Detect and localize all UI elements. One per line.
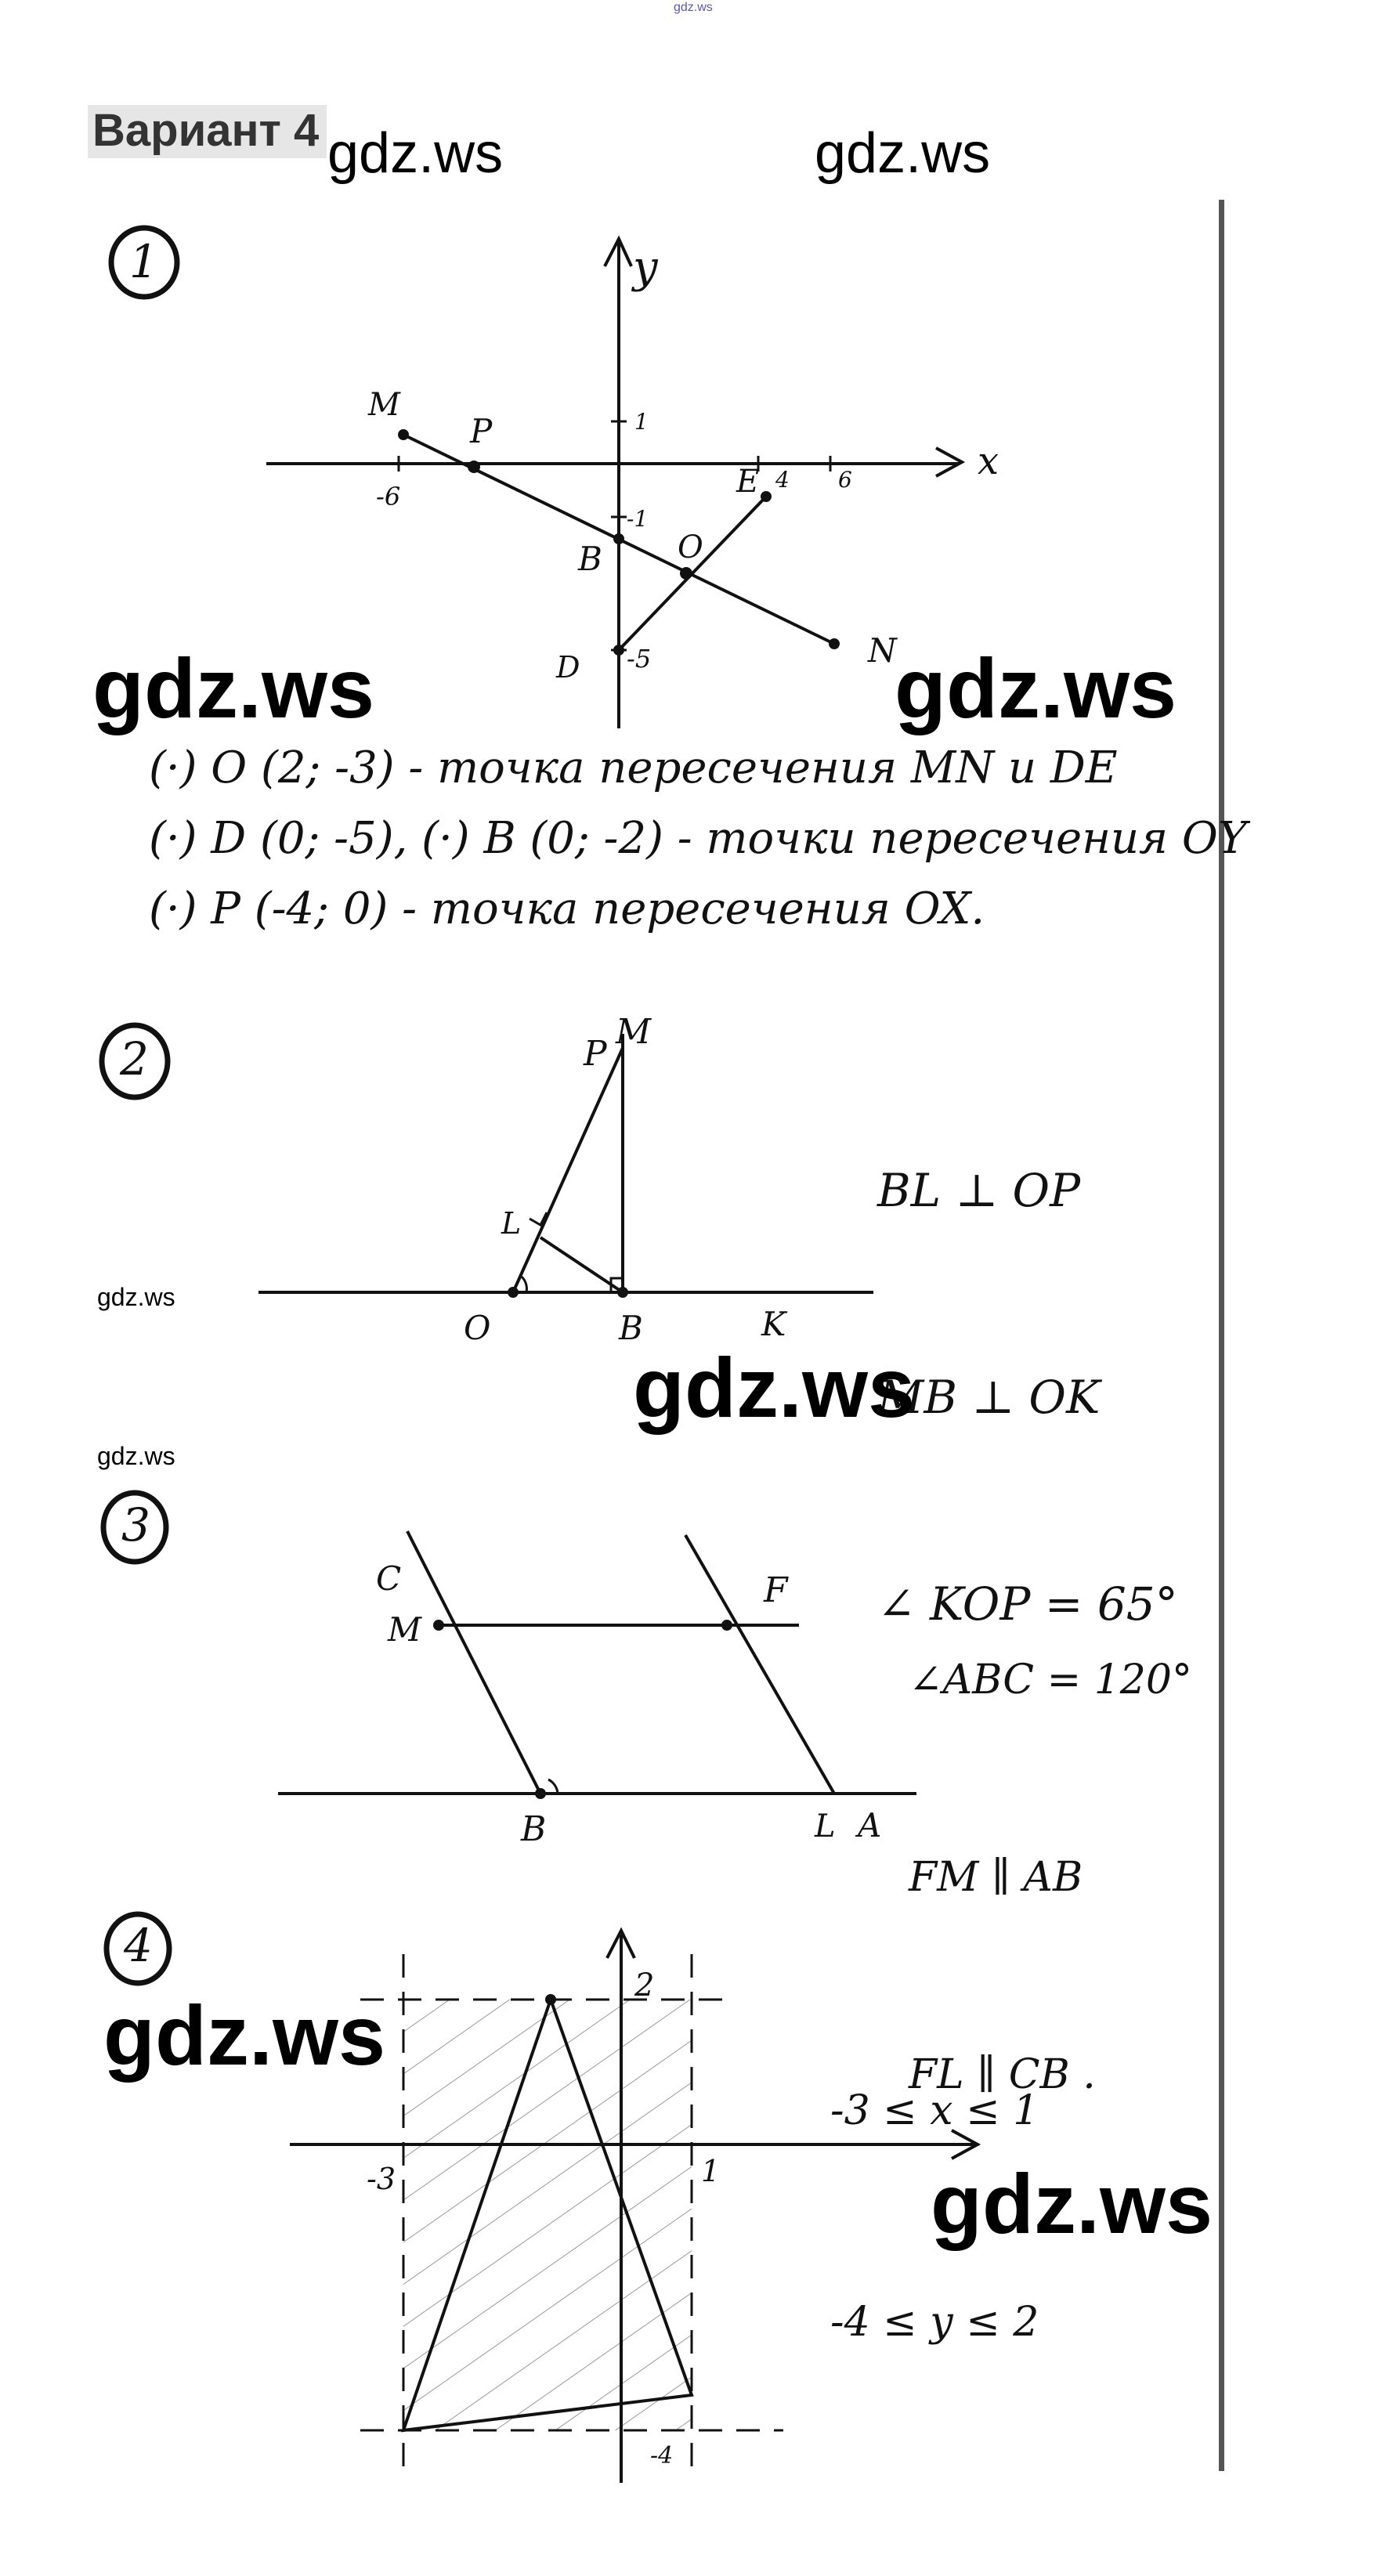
task1-label-y: y [633, 242, 658, 293]
task1-label-1: 1 [634, 409, 649, 435]
task1-label-E: E [736, 464, 760, 500]
task1-number: 1 [129, 235, 158, 288]
watermark-small: gdz.ws [97, 1442, 175, 1470]
watermark: gdz.ws [931, 2156, 1213, 2251]
task4-label-2: 2 [634, 1967, 655, 2003]
task1-label-N: N [868, 631, 897, 670]
task3-line-CB [407, 1531, 540, 1794]
task2-label-O: O [464, 1309, 491, 1347]
task2-number: 2 [120, 1032, 149, 1086]
task3-label-F: F [764, 1570, 788, 1610]
task1-label-O: O [678, 529, 703, 565]
header-watermark-left: gdz.ws [327, 122, 504, 185]
top-watermark: gdz.ws [674, 1, 713, 14]
watermark: gdz.ws [633, 1340, 916, 1435]
task4-number: 4 [124, 1919, 153, 1972]
task1-label-minus5: -5 [627, 644, 652, 674]
task2-label-K: K [761, 1305, 786, 1343]
task1-label-P: P [470, 412, 493, 450]
task3-given-2: FM ∥ AB [909, 1854, 1083, 1901]
task1-note-2: (·) D (0; -5), (·) B (0; -2) - точки пересечения OY [149, 813, 1247, 864]
task3-number: 3 [121, 1498, 150, 1552]
task1-label-B: B [578, 540, 602, 578]
task3-label-A: A [858, 1806, 882, 1844]
task2-label-L: L [501, 1206, 522, 1241]
task1-point-O [680, 567, 692, 580]
task3-line-FL [685, 1535, 834, 1794]
task2-label-P: P [584, 1034, 607, 1074]
task1-label-D: D [556, 650, 580, 685]
task1-point-P [468, 461, 480, 473]
task1-label-6: 6 [838, 467, 852, 493]
watermark: gdz.ws [895, 641, 1177, 735]
task4-shaded-region [403, 2000, 692, 2430]
watermark-small: gdz.ws [97, 1283, 175, 1311]
task4-label-minus3: -3 [367, 2162, 396, 2196]
task3-label-C: C [376, 1559, 402, 1598]
task1-point-B [613, 533, 624, 544]
task2-given-3: ∠ KOP = 65° [877, 1577, 1178, 1631]
task2-label-B: B [619, 1309, 643, 1347]
task3-label-B: B [521, 1809, 547, 1849]
task4-label-minus4: -4 [650, 2442, 674, 2469]
task3-given-3: FL ∥ CB . [909, 2051, 1096, 2098]
variant-title: Вариант 4 [88, 105, 327, 158]
task1-label-x: x [978, 439, 999, 483]
task1-label-M: M [368, 387, 400, 423]
task1-label-minus1: -1 [627, 506, 649, 532]
task2-given-2: MB ⊥ OK [877, 1371, 1101, 1424]
watermark: gdz.ws [103, 1988, 386, 2083]
task1-point-E [761, 491, 772, 502]
task1-point-D [613, 645, 624, 656]
task3-given-1: ∠ABC = 120° [909, 1657, 1192, 1703]
task3-label-L: L [815, 1808, 836, 1844]
task1-point-M [398, 429, 409, 440]
task1-note-1: (·) O (2; -3) - точка пересечения MN и DE [149, 742, 1118, 793]
task1-note-3: (·) P (-4; 0) - точка пересечения OX. [149, 883, 985, 934]
task1-label-4: 4 [775, 467, 790, 493]
task4-given-1: -3 ≤ x ≤ 1 [830, 2087, 1039, 2134]
task1-label-minus6: -6 [376, 482, 401, 511]
task1-point-N [829, 638, 840, 649]
watermark: gdz.ws [92, 641, 375, 735]
task2-given-1: BL ⊥ OP [877, 1164, 1081, 1217]
task4-label-1: 1 [701, 2154, 721, 2188]
task4-given-2: -4 ≤ y ≤ 2 [830, 2299, 1039, 2346]
task2-label-M: M [616, 1012, 652, 1052]
header-watermark-right: gdz.ws [815, 122, 991, 185]
task3-label-M: M [388, 1610, 422, 1649]
